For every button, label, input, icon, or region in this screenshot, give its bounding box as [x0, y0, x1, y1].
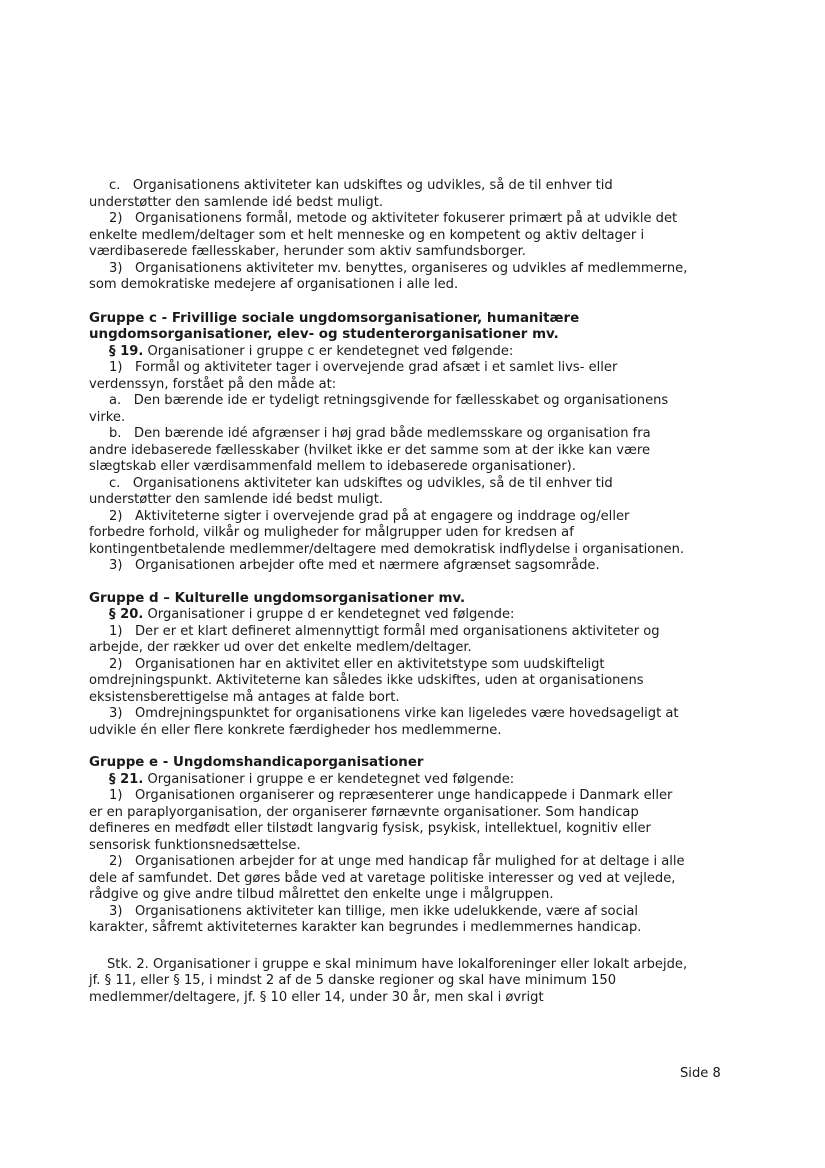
- list-text: Organisationen har en aktivitet eller en aktivitetstype som uudskifteligt omdrejningspunkt. Aktiviteterne kan således ikke udskiftes, uden at organisationens eksistensberettigelse må antages at falde bort.: [89, 656, 644, 705]
- section-number: § 21.: [109, 771, 144, 787]
- list-text: Organisationens aktiviteter kan tillige, men ikke udelukkende, være af social karakter, såfremt aktiviteternes karakter kan begrundes i medlemmernes handicap.: [89, 903, 642, 935]
- list-marker: 3): [109, 706, 123, 721]
- list-text: Der er et klart defineret almennyttigt formål med organisationens aktiviteter og arbejde, der rækker ud over det enkelte medlem/deltager.: [89, 623, 660, 655]
- list-text: Omdrejningspunktet for organisationens virke kan ligeledes være hovedsageligt at udvikle én eller flere konkrete færdigheder hos medlemmerne.: [89, 706, 679, 738]
- list-marker: 2): [109, 508, 123, 524]
- group-e-item-3: [89, 904, 689, 937]
- intro-item-2: [89, 211, 689, 261]
- section-text: Organisationer i gruppe d er kendetegnet ved følgende:: [147, 607, 515, 622]
- group-d-heading: Gruppe d – Kulturelle ungdomsorganisationer mv.: [89, 590, 466, 606]
- list-marker: 1): [109, 623, 123, 639]
- group-e-section: [89, 772, 689, 789]
- group-e-item-2: [89, 854, 689, 904]
- list-marker: 3): [109, 903, 123, 919]
- list-text: Den bærende idé afgrænser i høj grad både medlemsskare og organisation fra andre idebaserede fællesskaber (hvilket ikke er det samme som at der ikke kan være slægtskab eller værdisammenfald mellem to idebaserede organisationer).: [89, 426, 651, 474]
- group-c-item-1: [89, 360, 689, 393]
- list-text: Den bærende ide er tydeligt retningsgivende for fællesskabet og organisationens virke.: [89, 393, 669, 425]
- list-text: Aktiviteterne sigter i overvejende grad på at engagere og inddrage og/eller forbedre forhold, vilkår og muligheder for målgrupper uden for kredsen af kontingentbetalende medlemmer/deltagere med demokratisk indflydelse i organisationen.: [89, 508, 685, 557]
- list-marker: 3): [109, 558, 123, 573]
- list-marker: a.: [109, 393, 122, 408]
- group-c-item-c: [89, 476, 689, 509]
- list-text: Organisationen arbejder for at unge med handicap får mulighed for at deltage i alle dele af samfundet. Det gøres både ved at varetage politiske interesser og ved at vejlede, rådgive og give andre tilbud målrettet den enkelte unge i målgruppen.: [89, 854, 685, 902]
- group-c-item-b: [89, 426, 689, 476]
- page-number: Side 8: [680, 1066, 721, 1081]
- list-text: Organisationen arbejder ofte med et nærmere afgrænset sagsområde.: [134, 558, 600, 573]
- document-body: [89, 178, 689, 1006]
- group-d-item-3: [89, 706, 689, 739]
- group-c-item-3: [89, 558, 689, 575]
- list-marker: 3): [109, 260, 123, 276]
- stk-2-paragraph: Stk. 2. Organisationer i gruppe e skal minimum have lokalforeninger eller lokalt arbejde, jf. § 11, eller § 15, i mindst 2 af de 5 danske regioner og skal have minimum 150 medlemmer/deltagere, jf. § 10 eller 14, under 30 år, men skal i øvrigt: [89, 956, 688, 1005]
- list-marker: 1): [109, 788, 123, 803]
- group-c-item-2: [89, 509, 689, 559]
- group-c-heading: Gruppe c - Frivillige sociale ungdomsorganisationer, humanitære ungdomsorganisationer, elev- og studenterorganisationer mv.: [89, 310, 580, 342]
- list-marker: 2): [109, 656, 123, 672]
- group-d-item-1: [89, 624, 689, 657]
- section-text: Organisationer i gruppe c er kendetegnet ved følgende:: [147, 343, 514, 359]
- list-text: Organisationen organiserer og repræsenterer unge handicappede i Danmark eller er en paraplyorganisation, der organiserer førnævnte organisationer. Som handicap defineres en medfødt eller tilstødt langvarig fysisk, psykisk, intellektuel, kognitiv eller sensorisk funktionsnedsættelse.: [89, 788, 673, 853]
- section-text: Organisationer i gruppe e er kendetegnet ved følgende:: [147, 771, 515, 787]
- group-c-section: [89, 344, 689, 361]
- section-number: § 19.: [109, 343, 144, 359]
- list-marker: 2): [109, 854, 123, 869]
- list-text: Organisationens aktiviteter mv. benyttes, organiseres og udvikles af medlemmerne, som demokratiske medejere af organisationen i alle led.: [89, 260, 688, 292]
- intro-item-3: [89, 261, 689, 294]
- list-marker: b.: [109, 426, 122, 441]
- list-text: Organisationens formål, metode og aktiviteter fokuserer primært på at udvikle det enkelte medlem/deltager som et helt menneske og en kompetent og aktiv deltager i værdibaserede fællesskaber, herunder som aktiv samfundsborger.: [89, 211, 678, 259]
- group-e-item-1: [89, 788, 689, 854]
- list-marker: c.: [109, 475, 121, 491]
- intro-item-c: [89, 178, 689, 211]
- group-c-item-a: [89, 393, 689, 426]
- list-text: Organisationens aktiviteter kan udskiftes og udvikles, så de til enhver tid understøtter den samlende idé bedst muligt.: [89, 178, 613, 210]
- list-marker: 2): [109, 211, 123, 226]
- list-marker: c.: [109, 178, 121, 193]
- list-text: Organisationens aktiviteter kan udskiftes og udvikles, så de til enhver tid understøtter den samlende idé bedst muligt.: [89, 475, 613, 507]
- list-text: Formål og aktiviteter tager i overvejende grad afsæt i et samlet livs- eller verdenssyn, forstået på den måde at:: [89, 360, 618, 392]
- group-d-section: [89, 607, 689, 624]
- group-e-heading: Gruppe e - Ungdomshandicaporganisationer: [89, 755, 424, 770]
- section-number: § 20.: [109, 607, 144, 622]
- group-d-item-2: [89, 657, 689, 707]
- list-marker: 1): [109, 360, 123, 375]
